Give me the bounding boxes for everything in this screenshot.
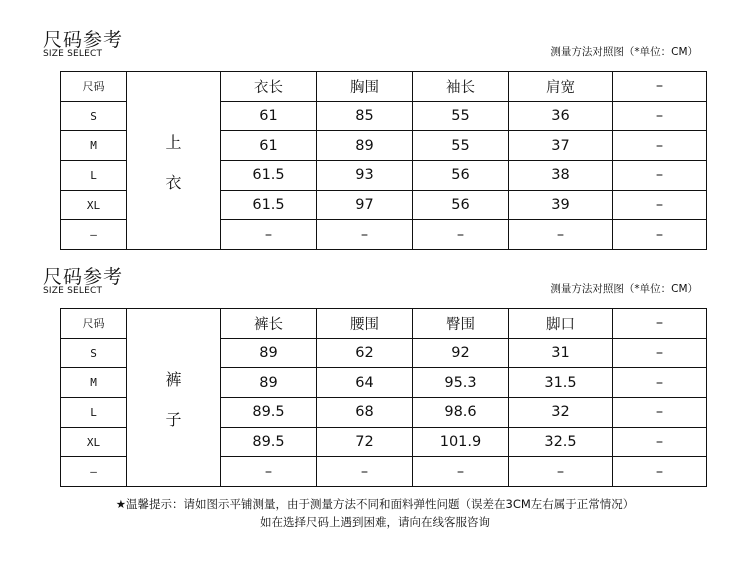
value-cell: 32 [509, 398, 613, 428]
size-cell: M [61, 131, 127, 161]
value-cell: 38 [509, 161, 613, 191]
footer-notes [0, 495, 750, 531]
value-cell: – [613, 338, 707, 368]
value-cell: 32.5 [509, 427, 613, 457]
value-cell: 93 [317, 161, 413, 191]
category-cell [127, 309, 221, 487]
value-cell: – [613, 131, 707, 161]
value-cell: 56 [413, 190, 509, 220]
value-cell: – [317, 220, 413, 250]
size-table-top [60, 71, 707, 250]
header-size: 尺码 [61, 72, 127, 102]
value-cell: 31.5 [509, 368, 613, 398]
size-cell: – [61, 457, 127, 487]
header-cell: 臀围 [413, 309, 509, 339]
value-cell: 31 [509, 338, 613, 368]
section-title: 尺码参考 [43, 266, 124, 288]
size-cell: S [61, 101, 127, 131]
value-cell: 89 [317, 131, 413, 161]
value-cell: – [613, 427, 707, 457]
category-cell [127, 72, 221, 250]
section-title: 尺码参考 [43, 29, 124, 51]
value-cell: – [613, 101, 707, 131]
size-cell: XL [61, 190, 127, 220]
value-cell: 61.5 [221, 190, 317, 220]
size-cell: XL [61, 427, 127, 457]
value-cell: 68 [317, 398, 413, 428]
size-cell: L [61, 161, 127, 191]
value-cell: 37 [509, 131, 613, 161]
value-cell: 55 [413, 131, 509, 161]
value-cell: 72 [317, 427, 413, 457]
value-cell: 95.3 [413, 368, 509, 398]
category-char: 上 [165, 132, 182, 152]
value-cell: – [221, 457, 317, 487]
header-size: 尺码 [61, 309, 127, 339]
value-cell: – [317, 457, 413, 487]
value-cell: 89 [221, 338, 317, 368]
value-cell: 61 [221, 131, 317, 161]
value-cell: 85 [317, 101, 413, 131]
header-cell: 肩宽 [509, 72, 613, 102]
value-cell: – [613, 190, 707, 220]
header-cell: 胸围 [317, 72, 413, 102]
value-cell: – [613, 457, 707, 487]
header-cell: 脚口 [509, 309, 613, 339]
header-cell: 腰围 [317, 309, 413, 339]
footer-tip: ★温馨提示：请如图示平铺测量，由于测量方法不同和面料弹性问题（误差在3CM左右属于正常情况） [115, 497, 635, 511]
value-cell: 101.9 [413, 427, 509, 457]
size-cell: L [61, 398, 127, 428]
value-cell: 64 [317, 368, 413, 398]
header-cell: 袖长 [413, 72, 509, 102]
value-cell: 61.5 [221, 161, 317, 191]
value-cell: 89.5 [221, 427, 317, 457]
size-table-pants [60, 308, 707, 487]
value-cell: – [613, 368, 707, 398]
value-cell: – [509, 220, 613, 250]
unit-note: 测量方法对照图（*单位：CM） [550, 283, 698, 295]
section-subtitle: SIZE SELECT [43, 286, 103, 296]
value-cell: 62 [317, 338, 413, 368]
value-cell: – [509, 457, 613, 487]
value-cell: – [613, 398, 707, 428]
category-char: 衣 [165, 172, 182, 192]
header-cell: – [613, 309, 707, 339]
footer-help: 如在选择尺码上遇到困难，请向在线客服咨询 [260, 515, 490, 529]
value-cell: 89 [221, 368, 317, 398]
value-cell: 61 [221, 101, 317, 131]
header-cell: – [613, 72, 707, 102]
value-cell: – [613, 220, 707, 250]
value-cell: 56 [413, 161, 509, 191]
value-cell: – [221, 220, 317, 250]
value-cell: – [413, 220, 509, 250]
size-cell: M [61, 368, 127, 398]
value-cell: 97 [317, 190, 413, 220]
section-subtitle: SIZE SELECT [43, 49, 103, 59]
table-header-row [61, 72, 707, 102]
size-cell: S [61, 338, 127, 368]
value-cell: 55 [413, 101, 509, 131]
category-char: 裤 [165, 369, 182, 389]
value-cell: 36 [509, 101, 613, 131]
category-char: 子 [165, 409, 182, 429]
header-cell: 衣长 [221, 72, 317, 102]
value-cell: 92 [413, 338, 509, 368]
table-header-row [61, 309, 707, 339]
value-cell: 39 [509, 190, 613, 220]
value-cell: – [413, 457, 509, 487]
size-cell: – [61, 220, 127, 250]
unit-note: 测量方法对照图（*单位：CM） [550, 46, 698, 58]
value-cell: 98.6 [413, 398, 509, 428]
header-cell: 裤长 [221, 309, 317, 339]
value-cell: – [613, 161, 707, 191]
value-cell: 89.5 [221, 398, 317, 428]
